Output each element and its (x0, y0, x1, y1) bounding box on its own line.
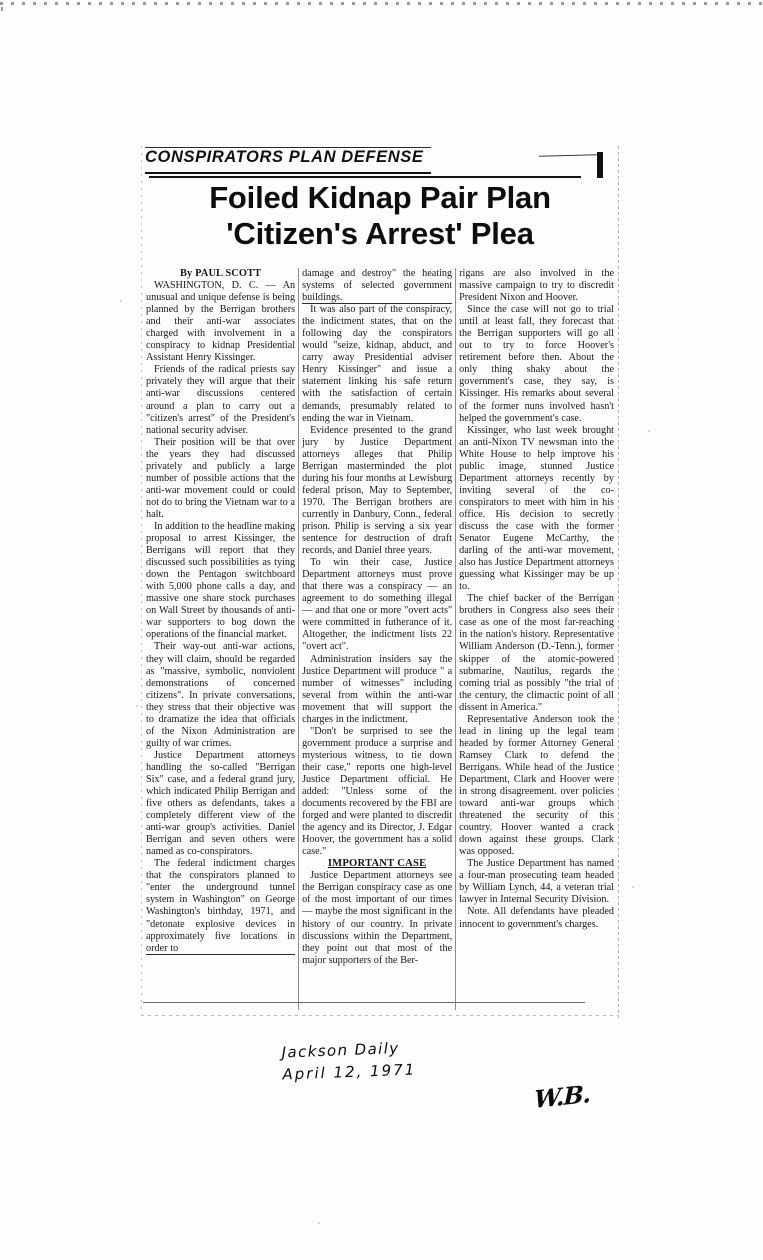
scan-speckle (648, 430, 650, 432)
headline-line-1: Foiled Kidnap Pair Plan (209, 180, 551, 215)
paragraph-underlined: The federal indictment charges that the conspirators planned to "enter the underground tunnel system in Washington" on George Washington's birthday, 1971, and "detonate explosive devices in approximately five locations in order to (146, 858, 296, 954)
handwritten-source-note (281, 1036, 416, 1085)
paragraph: To win their case, Justice Department attorneys must prove that there was a conspiracy — an agreement to do something illegal — and that one or more "overt acts" were committed in futherance of it. Altogether, the indictment lists 22 "overt act". (302, 557, 453, 653)
section-subhead: IMPORTANT CASE (327, 858, 427, 870)
paragraph: Administration insiders say the Justice Department will produce " a number of witnesses" including several from within the anti-war movement that will support the charges in the indictment. (302, 653, 453, 725)
scan-speckle (632, 886, 634, 888)
handwritten-initials: W.B. (533, 1078, 591, 1115)
paragraph: Note. All defendants have pleaded innocent to government's charges. (459, 906, 614, 930)
paragraph: In addition to the headline making proposal to arrest Kissinger, the Berrigans will report that they discussed such possibilities as tying down the Pentagon switchboard with 5,000 phone calls a day, and massive one share stock purchases on Wall Street by thousands of anti-war supporters to bog down the operations of the financial market. (146, 520, 296, 641)
scan-speckle (120, 300, 122, 302)
paragraph-underlined: damage and destroy" the heating systems of selected government buildings. (302, 268, 453, 304)
page-title (141, 180, 619, 252)
paragraph: The Justice Department has named a four-man prosecuting team headed by William Lynch, 44, a veteran trial lawyer in Internal Security Division. (459, 858, 614, 906)
ink-stroke-artifact (539, 154, 597, 157)
handwritten-publication-name: Jackson Daily (281, 1039, 400, 1062)
handwritten-date: April 12, 1971 (282, 1060, 417, 1084)
scan-speckle (136, 705, 138, 707)
article-end-rule (143, 1002, 585, 1003)
paragraph: Friends of the radical priests say privately they will argue that their anti-war discussions centered around a plan to carry out a "citizen's arrest" of the President's national security adviser. (146, 364, 296, 436)
header-divider-rule (149, 176, 581, 178)
article-column-2 (298, 268, 456, 1010)
paragraph: Representative Anderson took the lead in lining up the legal team headed by former Attorney General Ramsey Clark to defend the Berrigans. While head of the Justice Department, Clark and Hoover were in strong disagreement. over policies toward anti-war groups which threatened the security of this country. Hoover wanted a crack down against these groups. Clark was opposed. (459, 713, 614, 858)
headline-line-2: 'Citizen's Arrest' Plea (226, 216, 534, 251)
paragraph: "Don't be surprised to see the government produce a surprise and mysterious witness, to tie down their case," reports one high-level Justice Department official. He added: "Unless some of the documents recovered by the FBI are forged and were planted to discredit the agency and its Director, J. Edgar Hoover, the government has a solid case." (302, 725, 453, 858)
byline: By PAUL SCOTT (179, 268, 262, 279)
scan-guide-dashed-line (0, 2, 763, 5)
clipping-bottom-edge (141, 1015, 619, 1016)
paragraph: The chief backer of the Berrigan brothers in Congress also sees their case as one of the most far-reaching in the nation's history. Representative William Anderson (D.-Tenn.), former skipper of the atomic-powered submarine, Nautilus, regards the coming trial as possibly "the trial of the century, the climactic point of all dissent in America." (459, 593, 614, 713)
ink-blot-artifact (594, 148, 608, 180)
kicker-headline: CONSPIRATORS PLAN DEFENSE (145, 148, 424, 166)
paragraph: Since the case will not go to trial until at least fall, they forecast that the Berrigan supporters will go all out to try to force Hoover's retirement before then. About the only thing shaky about the government's case, they say, is Kissinger. His remarks about several of the former nuns involved hasn't helped the government's case. (459, 304, 614, 424)
paragraph: Their way-out anti-war actions, they will claim, should be regarded as "massive, symbolic, nonviolent demonstrations of concerned citizens". In private conversations, they stress that their objective was to dramatize the idea that officials of the Nixon Administration are guilty of war crimes. (146, 641, 296, 749)
paragraph: Kissinger, who last week brought an anti-Nixon TV newsman into the White House to help improve his public image, stunned Justice Department attorneys recently by inviting several of the co-conspirators to meet with him in his office. His decision to secretly discuss the case with the former Senator Eugene McCarthy, the darling of the anti-war movement, also has Justice Department attorneys guessing what Kissinger may be up to. (459, 424, 614, 593)
paragraph: It was also part of the conspiracy, the indictment states, that on the following day the conspirators would "seize, kidnap, abduct, and carry away Presidential adviser Henry Kissinger" and issue a statement linking his safe return with the satisfaction of certain demands, presumably related to ending the war in Vietnam. (302, 304, 453, 424)
paragraph: rigans are also involved in the massive campaign to try to discredit President Nixon and Hoover. (459, 268, 614, 304)
paragraph: WASHINGTON, D. C. — An unusual and unique defense is being planned by the Berrigan brothers and their anti-war associates charged with involvement in a conspiracy to kidnap Presidential Assistant Henry Kissinger. (146, 280, 296, 364)
kicker-bottom-rule (145, 172, 431, 174)
article-column-1 (143, 268, 298, 1010)
clipping-right-edge (618, 146, 619, 1018)
paragraph: Justice Department attorneys see the Berrigan conspiracy case as one of the most important of our times — maybe the most significant in the history of our country. In private discussions within the Department, they point out that most of the major supporters of the Ber- (302, 870, 453, 966)
paragraph: Their position will be that over the years they had discussed privately and publicly a large number of possible actions that the anti-war movement could or could not do to bring the Vietnam war to a halt. (146, 436, 296, 520)
paragraph: Evidence presented to the grand jury by Justice Department attorneys alleges that Philip Berrigan masterminded the plot during his four months at Lewisburg federal prison, May to September, 1970. The Berrigan brothers are currently in Danbury, Conn., federal prison. Philip is serving a six year sentence for destruction of draft records, and Daniel three years. (302, 424, 453, 557)
article-column-3 (456, 268, 617, 1010)
scan-speckle (318, 1222, 320, 1224)
newspaper-clipping (141, 146, 619, 1018)
scan-guide-tick (1, 7, 3, 11)
article-columns (143, 268, 617, 1010)
clipping-left-edge (141, 146, 142, 1018)
paragraph: Justice Department attorneys handling the so-called "Berrigan Six" case, and a federal grand jury, which indicated Philip Berrigan and five others as defendants, takes a completely different view of the anti-war group's activities. Daniel Berrigan and seven others were named as co-conspirators. (146, 749, 296, 858)
